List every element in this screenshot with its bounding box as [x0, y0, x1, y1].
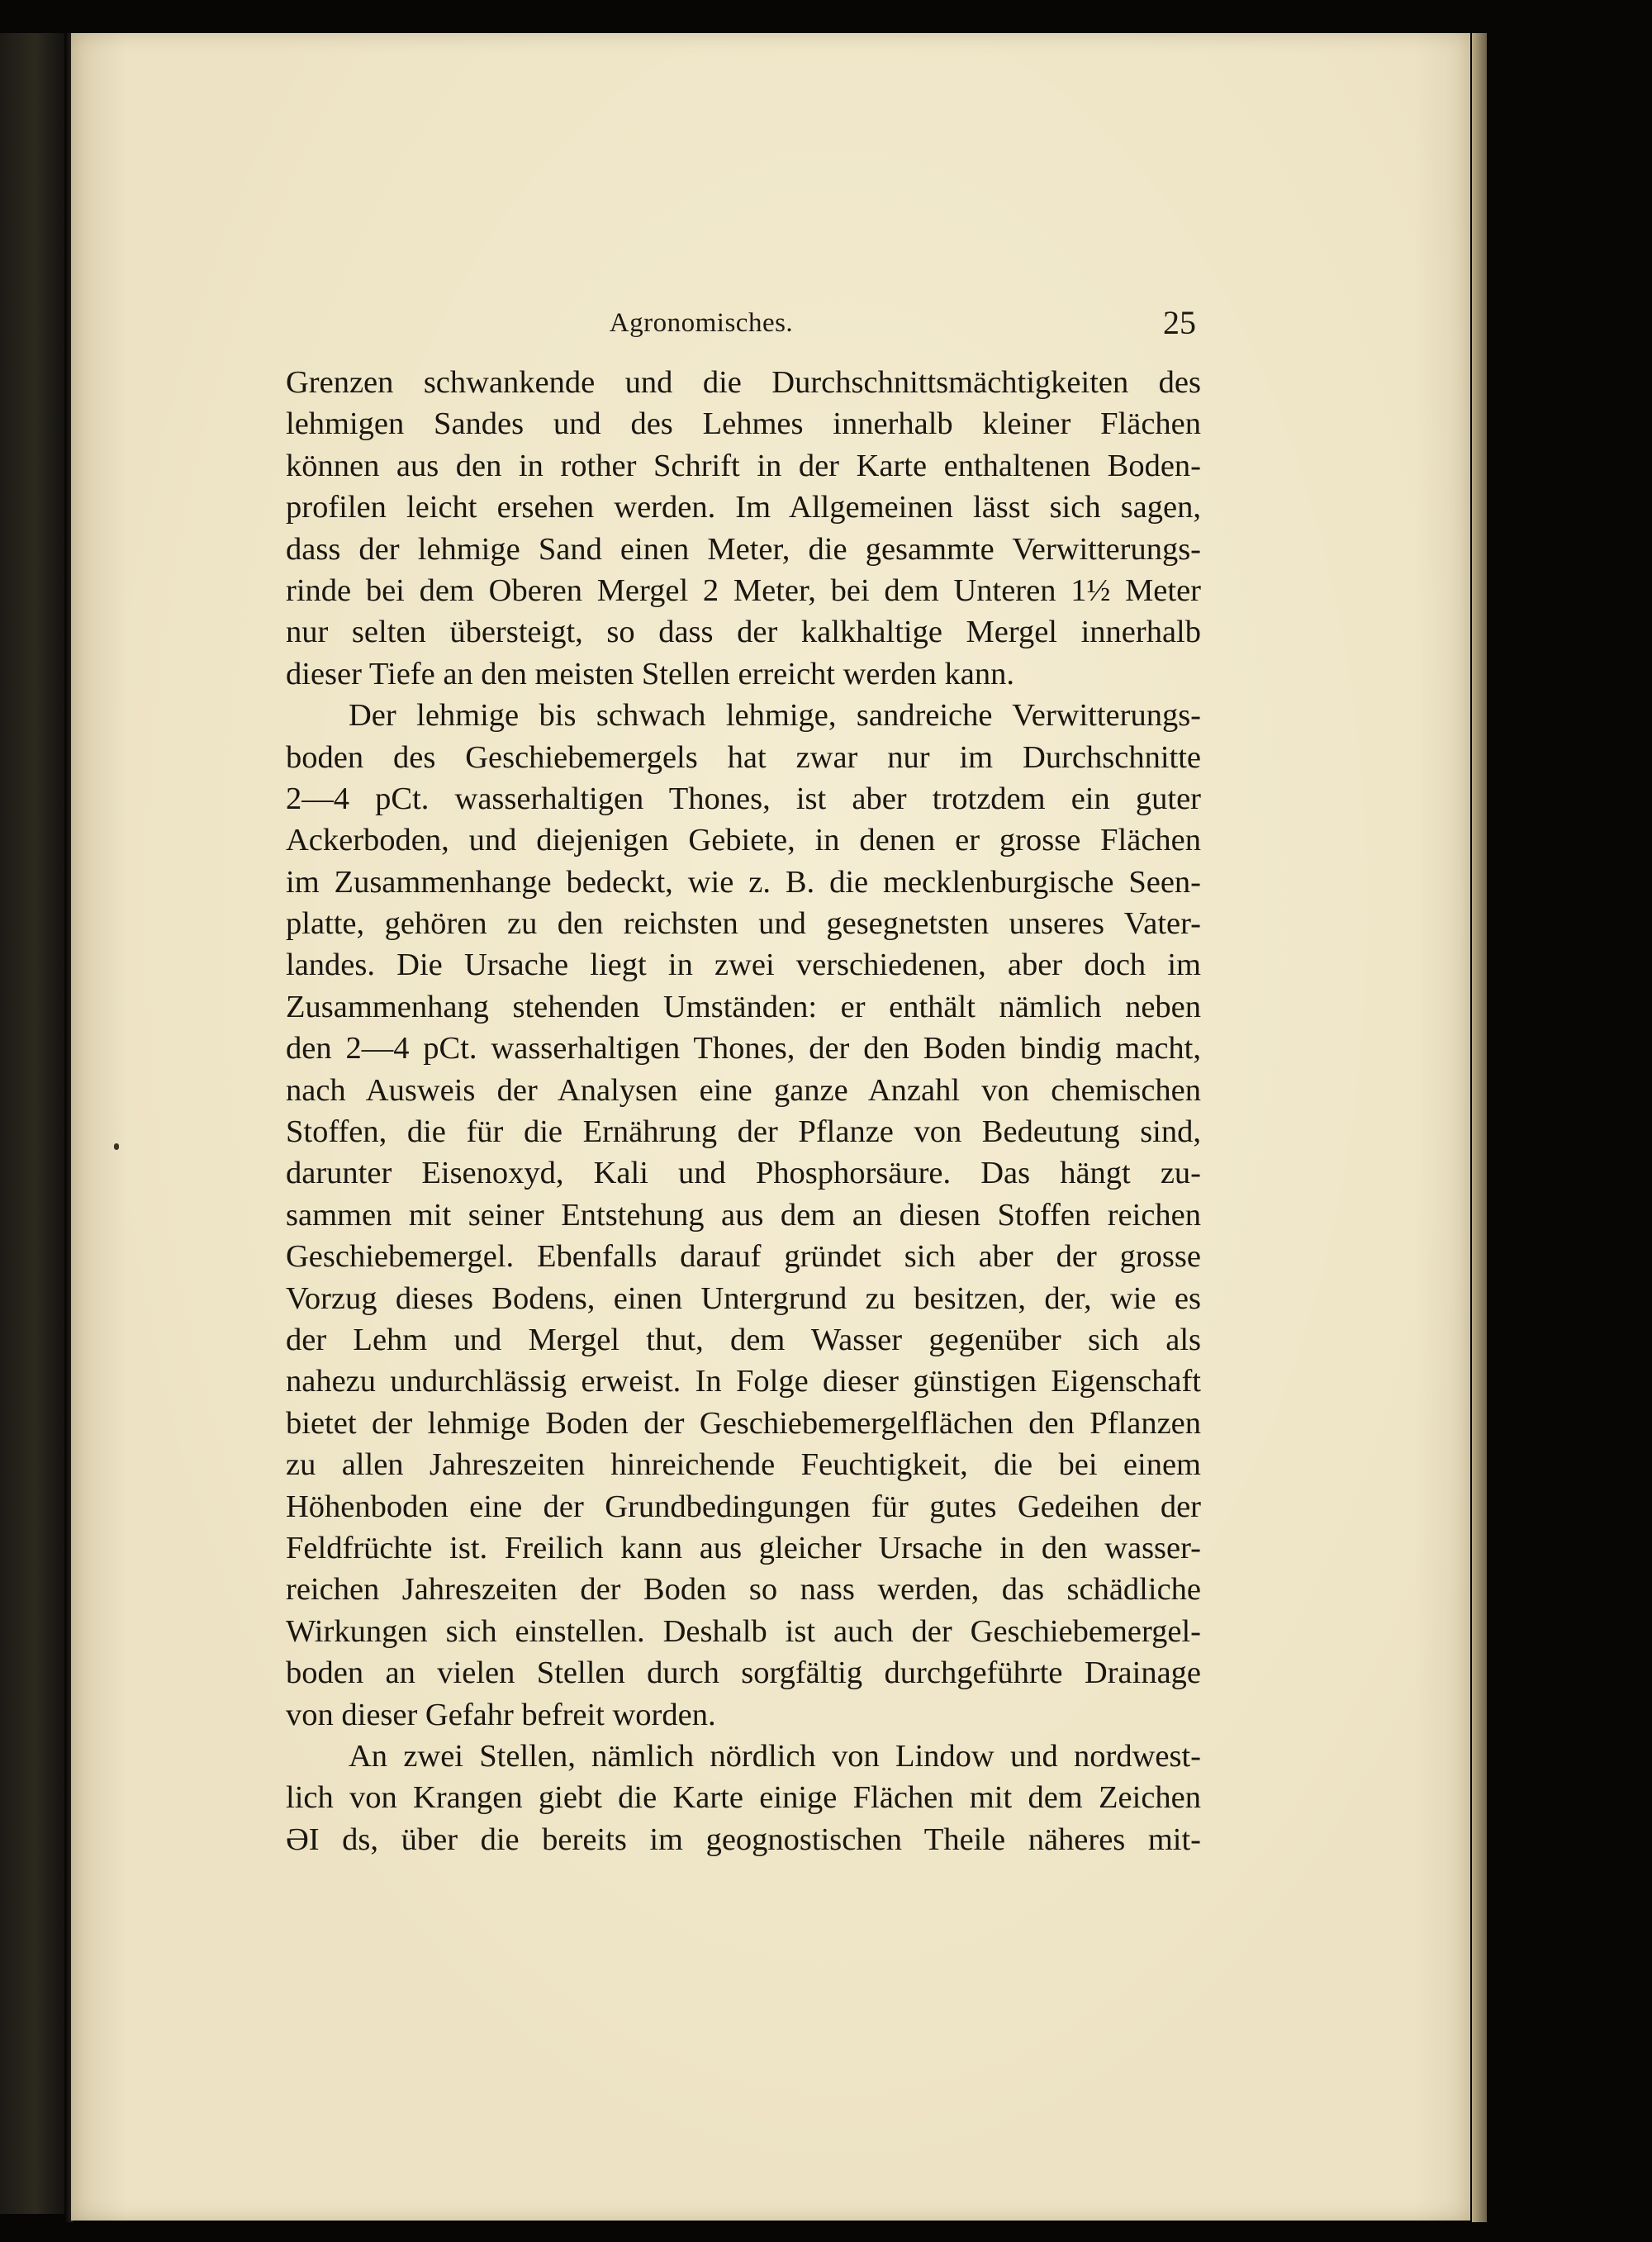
text-line: Der lehmige bis schwach lehmige, sandreiche Verwitterungs- [349, 698, 1201, 734]
text-line: Wirkungen sich einstellen. Deshalb ist auch der Geschiebemergel- [286, 1613, 1201, 1649]
text-line: profilen leicht ersehen werden. Im Allgemeinen lässt sich sagen, [286, 490, 1201, 525]
text-line: boden des Geschiebemergels hat zwar nur im Durchschnitte [286, 739, 1201, 775]
text-line: Geschiebemergel. Ebenfalls darauf gründet sich aber der grosse [286, 1239, 1201, 1275]
text-line: platte, gehören zu den reichsten und gesegnetsten unseres Vater- [286, 906, 1201, 942]
text-line: reichen Jahreszeiten der Boden so nass werden, das schädliche [286, 1572, 1201, 1608]
text-line: rinde bei dem Oberen Mergel 2 Meter, bei dem Unteren 1½ Meter [286, 572, 1201, 608]
text-line: Stoffen, die für die Ernährung der Pflanze von Bedeutung sind, [286, 1114, 1201, 1150]
text-line: nahezu undurchlässig erweist. In Folge dieser günstigen Eigenschaft [286, 1364, 1201, 1399]
text-line: von dieser Gefahr befreit worden. [286, 1697, 716, 1732]
running-head: Agronomisches. [609, 308, 794, 338]
text-line: nur selten übersteigt, so dass der kalkhaltige Mergel innerhalb [286, 615, 1201, 650]
text-line: landes. Die Ursache liegt in zwei verschiedenen, aber doch im [286, 948, 1201, 983]
text-line: im Zusammenhange bedeckt, wie z. B. die mecklenburgische Seen- [286, 864, 1201, 900]
text-line: Feldfrüchte ist. Freilich kann aus gleicher Ursache in den wasser- [286, 1530, 1201, 1565]
text-line: dieser Tiefe an den meisten Stellen erreicht werden kann. [286, 656, 1015, 691]
text-line: An zwei Stellen, nämlich nördlich von Lindow und nordwest- [349, 1738, 1201, 1774]
text-line: nach Ausweis der Analysen eine ganze Anzahl von chemischen [286, 1072, 1201, 1108]
margin-speck [114, 1143, 119, 1150]
text-line: bietet der lehmige Boden der Geschiebemergelflächen den Pflanzen [286, 1405, 1201, 1441]
text-line: zu allen Jahreszeiten hinreichende Feuchtigkeit, die bei einem [286, 1447, 1201, 1483]
text-line: den 2—4 pCt. wasserhaltigen Thones, der den Boden bindig macht, [286, 1031, 1201, 1066]
text-line: dass der lehmige Sand einen Meter, die gesammte Verwitterungs- [286, 531, 1201, 567]
text-line: können aus den in rother Schrift in der Karte enthaltenen Boden- [286, 448, 1201, 483]
body-text [286, 362, 1201, 1860]
text-line: sammen mit seiner Entstehung aus dem an diesen Stoffen reichen [286, 1197, 1201, 1233]
text-line: Zusammenhang stehenden Umständen: er enthält nämlich neben [286, 989, 1201, 1024]
text-line: Ackerboden, und diejenigen Gebiete, in denen er grosse Flächen [286, 823, 1201, 858]
text-line: Grenzen schwankende und die Durchschnittsmächtigkeiten des [286, 365, 1201, 400]
page-number: 25 [1163, 304, 1196, 341]
text-line: der Lehm und Mergel thut, dem Wasser gegenüber sich als [286, 1322, 1201, 1357]
text-line: Höhenboden eine der Grundbedingungen für gutes Gedeihen der [286, 1489, 1201, 1524]
text-line: boden an vielen Stellen durch sorgfältig durchgeführte Drainage [286, 1655, 1201, 1691]
text-line: Vorzug dieses Bodens, einen Untergrund zu besitzen, der, wie es [286, 1280, 1201, 1316]
page-right-edge [1472, 33, 1487, 2222]
text-line: ƏI ds, über die bereits im geognostischen Theile näheres mit- [286, 1822, 1201, 1857]
page-header [206, 304, 1196, 358]
text-line: 2—4 pCt. wasserhaltigen Thones, ist aber trotzdem ein guter [286, 781, 1201, 816]
text-line: lich von Krangen giebt die Karte einige Flächen mit dem Zeichen [286, 1780, 1201, 1816]
text-line: darunter Eisenoxyd, Kali und Phosphorsäure. Das hängt zu- [286, 1156, 1201, 1191]
adjacent-page-edge [0, 33, 64, 2214]
text-line: lehmigen Sandes und des Lehmes innerhalb kleiner Flächen [286, 406, 1201, 442]
